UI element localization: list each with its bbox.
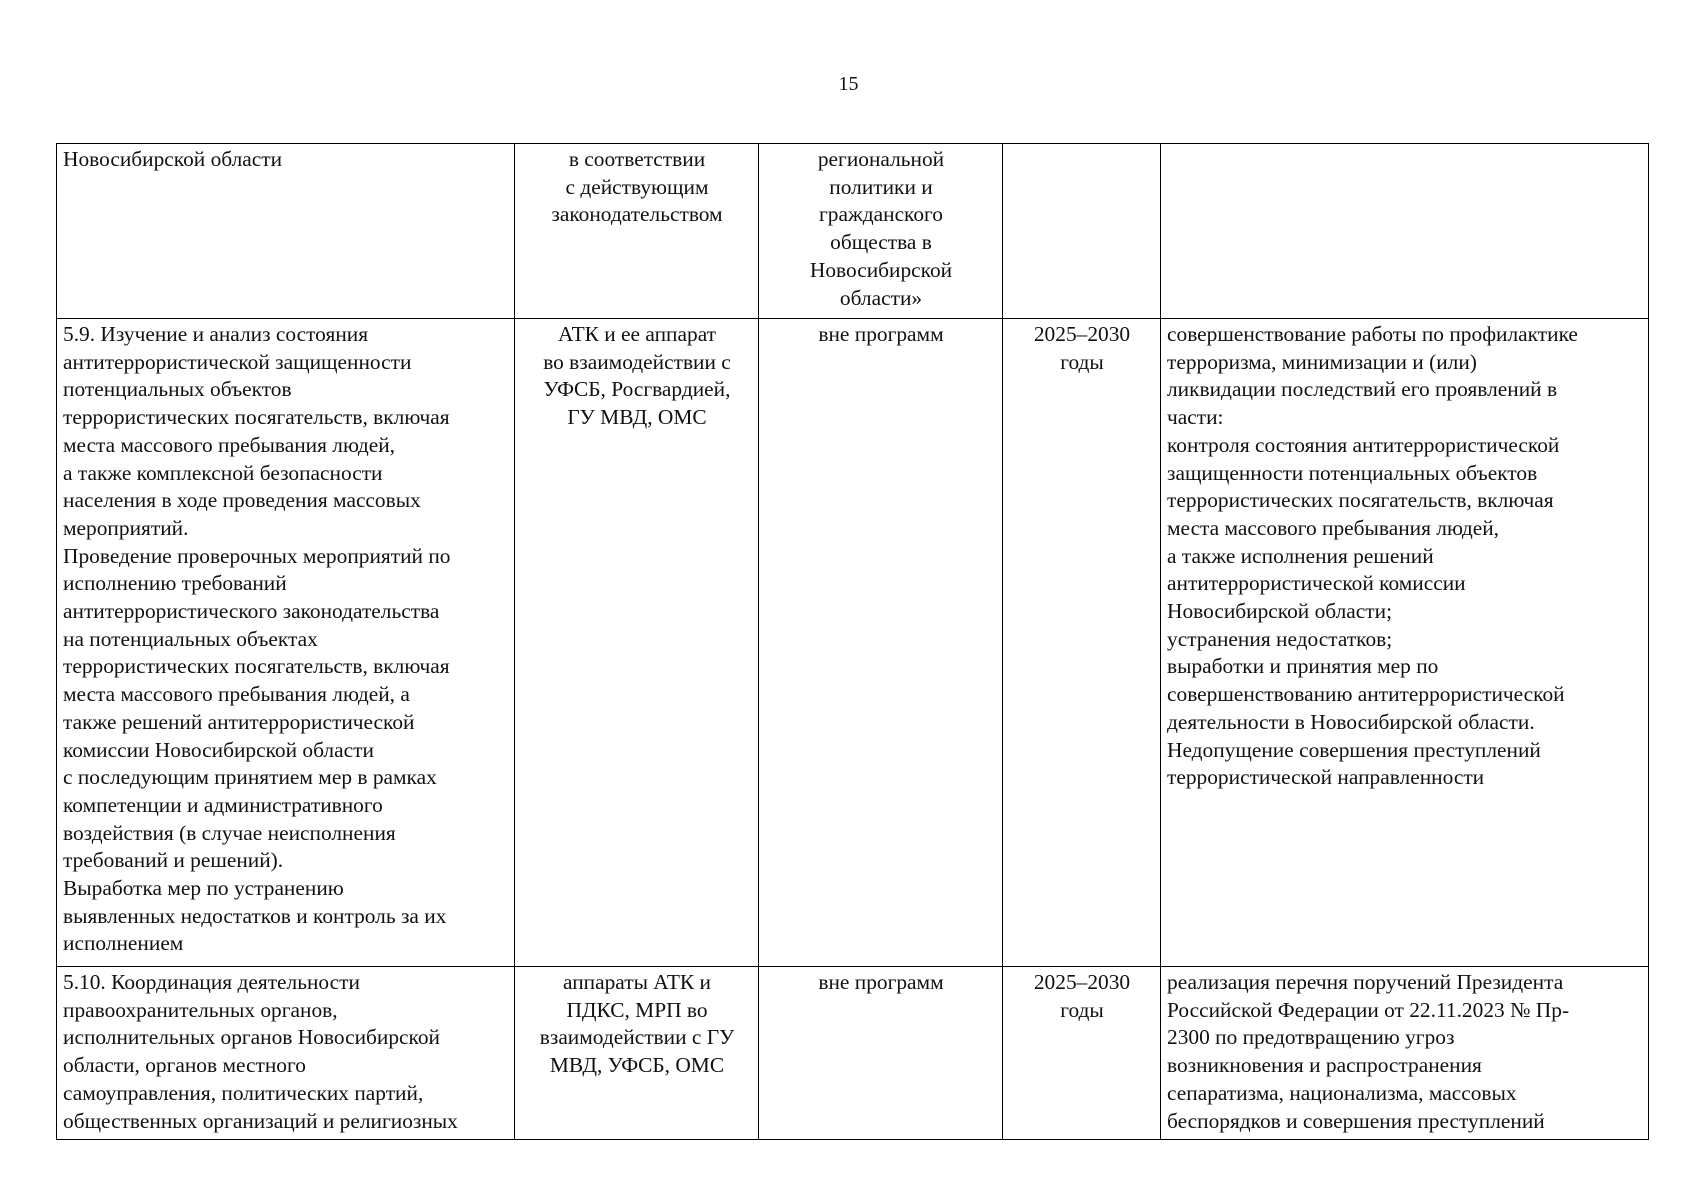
period-cell: [1003, 144, 1161, 319]
funding-cell: вне программ: [759, 967, 1003, 1140]
measures-table: [56, 143, 1649, 1140]
result-cell: реализация перечня поручений Президента Российской Федерации от 22.11.2023 № Пр- 2300 по предотвращению угроз возникновения и распространения сепаратизма, национализма, массовых беспорядков и совершения преступлений: [1161, 967, 1649, 1140]
executor-cell: АТК и ее аппарат во взаимодействии с УФСБ, Росгвардией, ГУ МВД, ОМС: [515, 319, 759, 967]
table-row: [57, 144, 1649, 319]
period-cell: 2025–2030 годы: [1003, 967, 1161, 1140]
measure-cell: 5.9. Изучение и анализ состояния антитеррористической защищенности потенциальных объектов террористических посягательств, включая места массового пребывания людей, а также комплексной безопасности населения в ходе проведения массовых мероприятий. Проведение проверочных мероприятий по исполнению требований антитеррористического законодательства на потенциальных объектах террористических посягательств, включая места массового пребывания людей, а также решений антитеррористической комиссии Новосибирской области с последующим принятием мер в рамках компетенции и административного воздействия (в случае неисполнения требований и решений). Выработка мер по устранению выявленных недостатков и контроль за их исполнением: [57, 319, 515, 967]
result-cell: совершенствование работы по профилактике терроризма, минимизации и (или) ликвидации последствий его проявлений в части: контроля состояния антитеррористической защищенности потенциальных объектов террористических посягательств, включая места массового пребывания людей, а также исполнения решений антитеррористической комиссии Новосибирской области; устранения недостатков; выработки и принятия мер по совершенствованию антитеррористической деятельности в Новосибирской области. Недопущение совершения преступлений террористической направленности: [1161, 319, 1649, 967]
table-row: [57, 319, 1649, 967]
executor-cell: в соответствии с действующим законодательством: [515, 144, 759, 319]
page-number: 15: [838, 73, 859, 95]
period-cell: 2025–2030 годы: [1003, 319, 1161, 967]
measure-cell: Новосибирской области: [57, 144, 515, 319]
funding-cell: региональной политики и гражданского общества в Новосибирской области»: [759, 144, 1003, 319]
measure-cell: 5.10. Координация деятельности правоохранительных органов, исполнительных органов Новосибирской области, органов местного самоуправления, политических партий, общественных организаций и религиозных: [57, 967, 515, 1140]
result-cell: [1161, 144, 1649, 319]
executor-cell: аппараты АТК и ПДКС, МРП во взаимодействии с ГУ МВД, УФСБ, ОМС: [515, 967, 759, 1140]
table-row: [57, 967, 1649, 1140]
funding-cell: вне программ: [759, 319, 1003, 967]
